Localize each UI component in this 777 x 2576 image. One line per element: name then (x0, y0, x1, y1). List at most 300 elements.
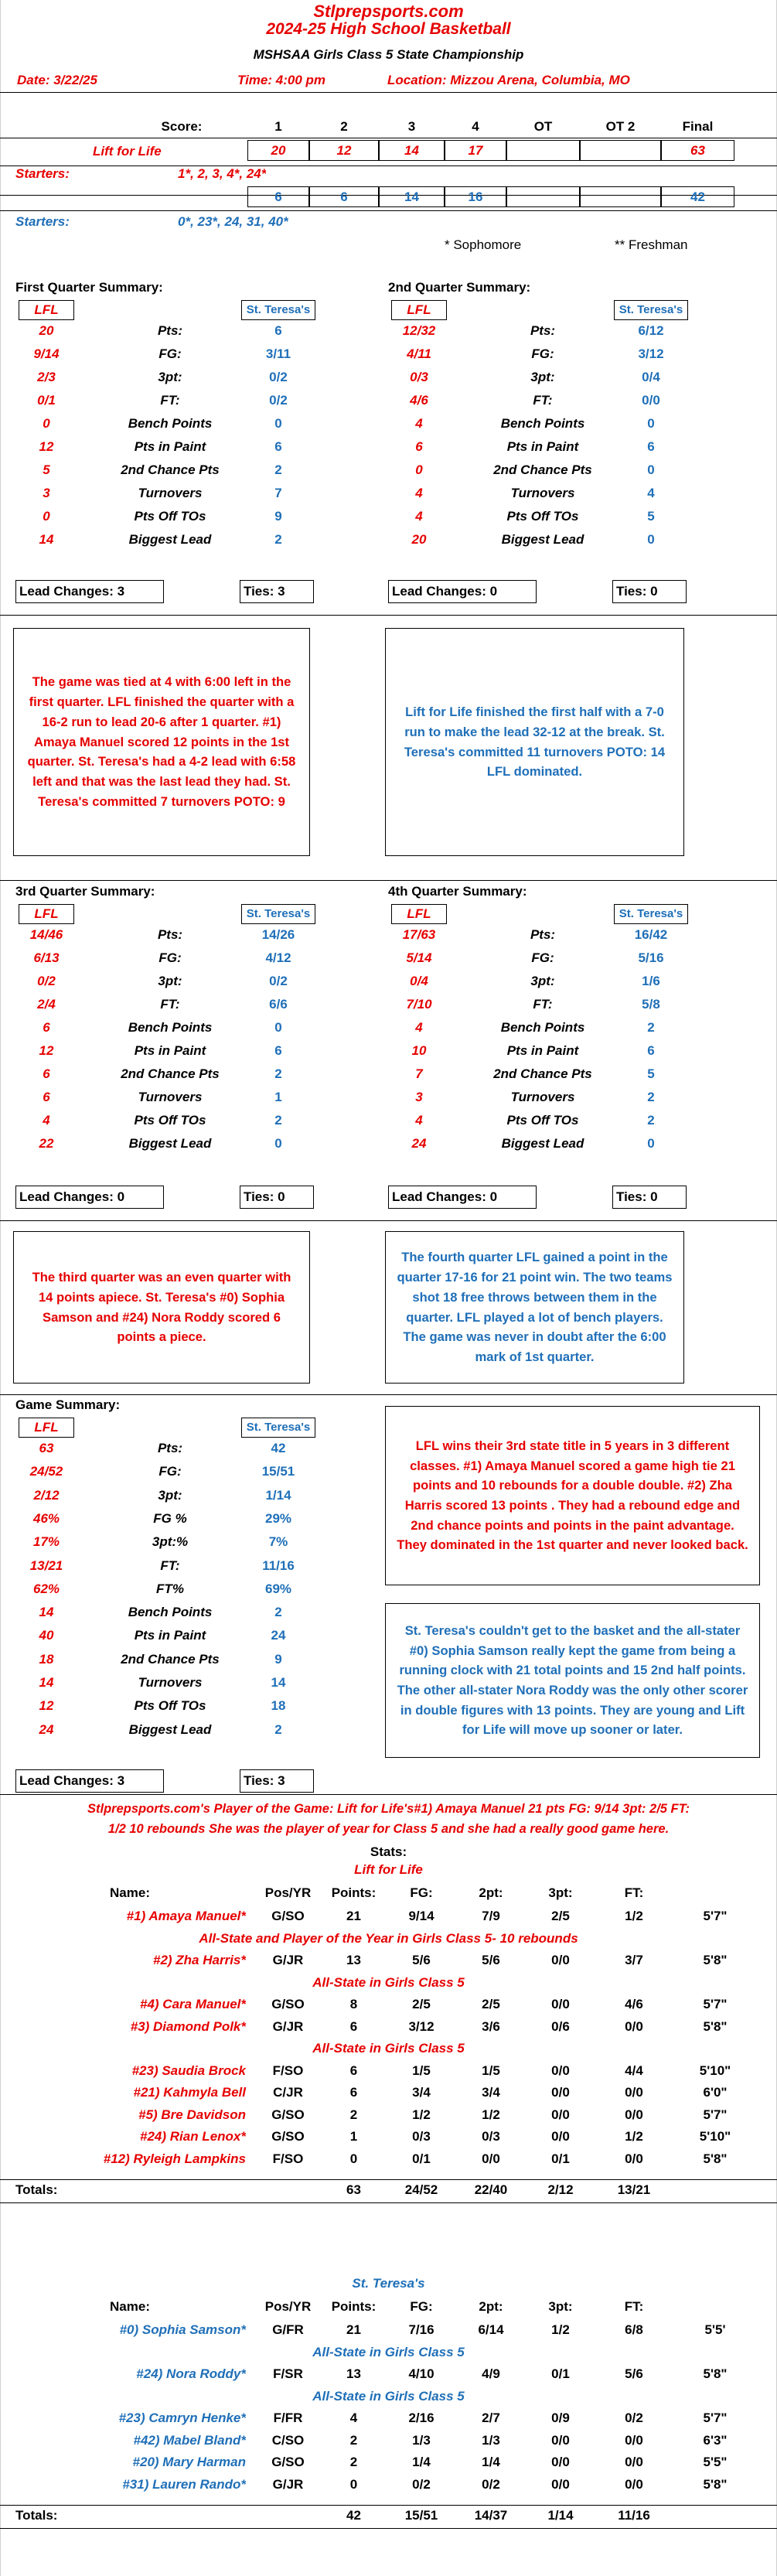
stat-label: Biggest Lead (128, 1136, 212, 1151)
st-stat-value: 0/2 (269, 393, 288, 408)
st-stat-value: 1 (274, 1090, 282, 1104)
lfl-stat-value: 4 (415, 416, 423, 431)
team-title: St. Teresa's (352, 2276, 425, 2291)
player-stat: 1/2 (625, 1909, 643, 1923)
lfl-abbr: LFL (391, 904, 447, 924)
score-header: 3 (407, 119, 416, 134)
lfl-stat-value: 12 (39, 1043, 54, 1058)
player-stat: #24) Rian Lenox* (140, 2129, 246, 2144)
st-stat-value: 11/16 (262, 1558, 295, 1573)
player-stat: 5'5" (703, 2455, 728, 2469)
totals-cell: 11/16 (618, 2508, 650, 2523)
stat-label: Pts: (157, 323, 183, 338)
divider (0, 2505, 777, 2506)
player-stat: C/JR (273, 2085, 303, 2100)
lfl-quarter-score: 63 (661, 140, 734, 161)
player-stat: 0/9 (551, 2411, 570, 2425)
divider (0, 2179, 777, 2180)
lfl-quarter-score (506, 140, 580, 161)
player-stat: 0/0 (551, 2085, 570, 2100)
st-quarter-score: 6 (247, 186, 309, 207)
q1-recap: The game was tied at 4 with 6:00 left in the first quarter. LFL finished the quarter with a 16-2 run to lead 20-6 after 1 quarter. #1) Amaya Manuel scored 12 points in the 1st quarter. St. Teresa's had a 4-2 lead with 6:58 left and that was the last lead they had. St. Teresa's committed 7 turnovers POTO: 9 (13, 628, 310, 856)
stat-label: 3pt: (158, 370, 182, 384)
stat-label: FG: (158, 346, 182, 361)
st-stat-value: 0 (647, 462, 655, 477)
stat-label: Pts in Paint (134, 439, 206, 454)
player-stat: 0/0 (551, 2107, 570, 2122)
player-stat: 1/2 (625, 2129, 643, 2144)
column-header: FG: (410, 1885, 433, 1900)
player-stat: 2/7 (482, 2411, 500, 2425)
divider (0, 2528, 777, 2529)
player-stat: 4/6 (625, 1997, 643, 2011)
st-stat-value: 24 (271, 1628, 286, 1643)
lfl-stat-value: 12/32 (402, 323, 436, 338)
st-stat-value: 0 (647, 532, 655, 547)
lfl-stat-value: 4 (415, 1020, 423, 1035)
column-header: FG: (410, 2299, 433, 2314)
player-stat: G/SO (271, 1909, 305, 1923)
player-stat: G/JR (272, 2018, 304, 2034)
lfl-team-name: Lift for Life (93, 144, 162, 159)
player-stat: 0/0 (551, 1997, 570, 2011)
stat-label: 2nd Chance Pts (121, 1651, 220, 1667)
lfl-stat-value: 12 (39, 439, 54, 454)
player-stat: 0/0 (551, 1953, 570, 1967)
q4-recap: The fourth quarter LFL gained a point in the quarter 17-16 for 21 point win. The two teams shot 18 free throws between them in the quarter. LFL played a lot of bench players. The game was never in doubt after the 6:00 mark of 1st quarter. (385, 1231, 684, 1384)
stat-label: Pts in Paint (134, 1043, 206, 1058)
player-stat: #31) Lauren Rando* (122, 2476, 246, 2492)
st-stat-value: 6 (274, 1043, 282, 1058)
st-game-recap: St. Teresa's couldn't get to the basket and the all-stater #0) Sophia Samson really kept the game from being a running clock with 21 total points and 15 2nd half points. The other all-stater Nora Roddy was the only other scorer in double figures with 13 points. They are young and Lift for Life will move up sooner or later. (385, 1603, 760, 1758)
st-stat-value: 2 (647, 1113, 655, 1128)
stat-label: Pts: (530, 927, 556, 942)
lfl-stat-value: 14 (39, 1675, 54, 1690)
st-stat-value: 16/42 (634, 927, 668, 942)
sophomore-note: * Sophomore (445, 237, 522, 252)
lfl-stat-value: 2/4 (37, 997, 56, 1012)
lead-changes: Lead Changes: 0 (388, 580, 537, 603)
lfl-stat-value: 24 (411, 1136, 427, 1151)
stat-label: Biggest Lead (501, 532, 584, 547)
lfl-abbr: LFL (19, 1418, 74, 1438)
st-starters: 0*, 23*, 24, 31, 40* (178, 214, 288, 229)
lfl-stat-value: 0/3 (410, 370, 428, 384)
player-stat: 1/5 (412, 2063, 431, 2078)
stat-label: FT: (160, 393, 180, 408)
stat-label: Turnovers (138, 486, 203, 500)
player-stat: 0/0 (625, 2107, 643, 2122)
stat-label: Pts: (530, 323, 556, 338)
ties: Ties: 0 (612, 580, 687, 603)
stat-label: 2nd Chance Pts (493, 1066, 592, 1081)
st-stat-value: 3/12 (638, 346, 664, 361)
stat-label: FT: (533, 393, 553, 408)
st-stat-value: 5 (647, 1066, 655, 1081)
player-stat: 0/2 (412, 2476, 431, 2492)
player-stat: 5'10" (699, 2063, 731, 2078)
stat-label: 3pt: (530, 370, 555, 384)
lfl-quarter-score: 20 (247, 140, 309, 161)
st-abbr: St. Teresa's (614, 300, 688, 320)
stat-label: 2nd Chance Pts (493, 462, 592, 477)
lfl-stat-value: 12 (39, 1698, 54, 1714)
column-header: 2pt: (479, 1885, 503, 1900)
player-stat: 0/0 (551, 2129, 570, 2144)
totals-cell: 1/14 (547, 2508, 574, 2523)
player-stat: 0/0 (551, 2455, 570, 2469)
player-stat: F/SO (272, 2151, 304, 2166)
game-location: Location: Mizzou Arena, Columbia, MO (387, 73, 630, 87)
stat-label: Bench Points (500, 1020, 585, 1035)
st-stat-value: 6 (647, 439, 655, 454)
player-stat: 1/2 (482, 2107, 500, 2122)
score-header: 4 (472, 119, 479, 134)
st-stat-value: 14 (271, 1675, 286, 1690)
lfl-stat-value: 0/4 (410, 974, 428, 988)
stat-label: 2nd Chance Pts (121, 1066, 220, 1081)
lfl-stat-value: 14 (39, 1605, 54, 1620)
column-header: Pos/YR (264, 1885, 312, 1900)
player-stat: 8 (349, 1997, 358, 2011)
player-stat: 5'8" (703, 2476, 728, 2492)
st-quarter-score: 6 (309, 186, 379, 207)
lfl-stat-value: 6 (43, 1020, 50, 1035)
lead-changes: Lead Changes: 3 (15, 580, 164, 603)
player-stat: 0/0 (625, 2151, 643, 2166)
lfl-stat-value: 4 (415, 1113, 423, 1128)
lfl-stat-value: 4/11 (407, 346, 431, 361)
divider (0, 615, 777, 616)
player-stat: 5'5' (704, 2322, 726, 2337)
stat-label: Turnovers (510, 486, 575, 500)
stat-label: FT% (156, 1581, 184, 1596)
divider (0, 1220, 777, 1221)
lfl-stat-value: 63 (39, 1441, 54, 1455)
st-stat-value: 2 (274, 532, 282, 547)
player-stat: 6 (349, 2085, 358, 2100)
player-stat: 0/0 (625, 2455, 643, 2469)
player-stat: #0) Sophia Samson* (119, 2322, 246, 2337)
st-stat-value: 9 (274, 1651, 282, 1667)
player-stat: 6/14 (478, 2322, 504, 2337)
player-stat: 0/0 (551, 2476, 570, 2492)
player-stat: 0/0 (625, 2085, 643, 2100)
player-stat: 21 (346, 2322, 361, 2337)
player-stat: 5'7" (703, 1997, 728, 2011)
site-title: Stlprepsports.com (313, 2, 464, 21)
player-stat: 13 (346, 1953, 361, 1967)
lfl-abbr: LFL (391, 300, 447, 320)
st-stat-value: 2 (274, 1113, 282, 1128)
lfl-stat-value: 0 (43, 416, 50, 431)
player-stat: 1/3 (482, 2432, 500, 2448)
lfl-stat-value: 2/12 (33, 1487, 60, 1503)
stat-label: Biggest Lead (128, 1721, 212, 1737)
player-note: All-State in Girls Class 5 (312, 1974, 465, 1990)
player-stat: 6 (349, 2018, 358, 2034)
st-stat-value: 0/2 (269, 370, 288, 384)
stat-label: 3pt:% (152, 1534, 189, 1550)
lfl-stat-value: 14/46 (29, 927, 63, 942)
lfl-stat-value: 6/13 (33, 950, 60, 965)
player-stat: F/SR (273, 2366, 303, 2381)
st-quarter-score: 42 (661, 186, 734, 207)
ties: Ties: 3 (240, 580, 314, 603)
player-stat: #20) Mary Harman (132, 2455, 246, 2469)
player-stat: 3/7 (625, 1953, 643, 1967)
st-stat-value: 0/0 (642, 393, 660, 408)
player-stat: 1 (349, 2129, 358, 2144)
player-note: All-State and Player of the Year in Girls Class 5- 10 rebounds (199, 1930, 578, 1946)
player-stat: #24) Nora Roddy* (136, 2366, 246, 2381)
stat-label: Turnovers (510, 1090, 575, 1104)
player-note: All-State in Girls Class 5 (312, 2388, 465, 2404)
game-date: Date: 3/22/25 (17, 73, 97, 87)
player-stat: 2/5 (482, 1997, 500, 2011)
st-stat-value: 0/2 (269, 974, 288, 988)
player-stat: 1/4 (412, 2455, 431, 2469)
player-stat: 0/0 (482, 2151, 500, 2166)
lfl-stat-value: 17/63 (402, 927, 436, 942)
player-stat: #42) Mabel Bland* (133, 2432, 246, 2448)
column-header: Points: (331, 2299, 377, 2314)
lfl-stat-value: 18 (39, 1651, 54, 1667)
st-starters-label: Starters: (15, 214, 70, 229)
player-of-game-line1: Stlprepsports.com's Player of the Game: Lift for Life's#1) Amaya Manuel 21 pts FG: 9/14 3pt: 2/5 FT: (87, 1802, 690, 1816)
player-stat: 0/3 (412, 2129, 431, 2144)
score-header: Score: (161, 119, 203, 134)
score-header: OT (533, 119, 553, 134)
player-stat: 2 (349, 2455, 358, 2469)
totals-cell: 63 (346, 2182, 361, 2197)
st-stat-value: 0 (647, 416, 655, 431)
st-stat-value: 6/12 (638, 323, 664, 338)
st-stat-value: 0 (647, 1136, 655, 1151)
divider (0, 880, 777, 881)
player-stat: #2) Zha Harris* (153, 1953, 246, 1967)
player-stat: 1/5 (482, 2063, 500, 2078)
player-stat: #21) Kahmyla Bell (133, 2085, 246, 2100)
lfl-stat-value: 4 (415, 486, 423, 500)
player-stat: 0/2 (482, 2476, 500, 2492)
q3-title: 3rd Quarter Summary: (15, 884, 155, 899)
stat-label: FG: (158, 1464, 182, 1479)
q4-title: 4th Quarter Summary: (388, 884, 527, 899)
column-header: FT: (624, 2299, 644, 2314)
st-stat-value: 4/12 (265, 950, 291, 965)
event-title: MSHSAA Girls Class 5 State Championship (253, 47, 524, 62)
st-stat-value: 2 (274, 1605, 282, 1620)
player-stat: 4/4 (625, 2063, 643, 2078)
stat-label: Biggest Lead (501, 1136, 584, 1151)
q2-recap: Lift for Life finished the first half with a 7-0 run to make the lead 32-12 at the break. St. Teresa's committed 11 turnovers POTO: 14 LFL dominated. (385, 628, 684, 856)
stats-title: Stats: (370, 1844, 407, 1859)
player-stat: 4 (349, 2411, 358, 2425)
lfl-stat-value: 0/1 (37, 393, 56, 408)
player-stat: G/SO (271, 1997, 305, 2011)
game-title: Game Summary: (15, 1397, 121, 1412)
st-stat-value: 1/14 (265, 1487, 291, 1503)
stat-label: Bench Points (500, 416, 585, 431)
stat-label: Pts Off TOs (134, 1698, 206, 1714)
score-header: 1 (274, 119, 282, 134)
stat-label: Pts: (157, 1441, 183, 1455)
player-stat: 2/5 (412, 1997, 431, 2011)
stat-label: Turnovers (138, 1675, 203, 1690)
lfl-stat-value: 0/2 (37, 974, 56, 988)
lfl-stat-value: 17% (32, 1534, 60, 1550)
st-stat-value: 6/6 (269, 997, 288, 1012)
player-stat: G/SO (271, 2129, 305, 2144)
st-stat-value: 29% (264, 1510, 292, 1526)
totals-cell: 42 (346, 2508, 361, 2523)
stat-label: FG: (158, 950, 182, 965)
st-stat-value: 0 (274, 1136, 282, 1151)
st-stat-value: 7% (268, 1534, 288, 1550)
player-stat: 0/1 (412, 2151, 431, 2166)
player-stat: 2/5 (551, 1909, 570, 1923)
lfl-stat-value: 46% (32, 1510, 60, 1526)
ties: Ties: 3 (240, 1769, 314, 1793)
player-stat: G/JR (272, 2476, 304, 2492)
player-stat: G/SO (271, 2107, 305, 2122)
lfl-stat-value: 3 (415, 1090, 423, 1104)
lfl-stat-value: 14 (39, 532, 54, 547)
q1-title: First Quarter Summary: (15, 280, 163, 295)
column-header: 2pt: (479, 2299, 503, 2314)
divider (0, 2202, 777, 2203)
st-stat-value: 6 (274, 323, 282, 338)
column-header: 3pt: (548, 2299, 573, 2314)
st-stat-value: 6 (274, 439, 282, 454)
player-note: All-State in Girls Class 5 (312, 2344, 465, 2359)
lfl-stat-value: 62% (32, 1581, 60, 1596)
divider (0, 165, 777, 166)
player-stat: 6'3" (703, 2432, 728, 2448)
player-note: All-State in Girls Class 5 (312, 2041, 465, 2056)
st-stat-value: 0 (274, 416, 282, 431)
player-of-game-line2: 1/2 10 rebounds She was the player of year for Class 5 and she had a really good game here. (107, 1822, 670, 1836)
lead-changes: Lead Changes: 3 (15, 1769, 164, 1793)
lfl-stat-value: 2/3 (37, 370, 56, 384)
totals-cell: 22/40 (474, 2182, 508, 2197)
stat-label: FG: (531, 346, 554, 361)
st-quarter-score (580, 186, 661, 207)
player-stat: 4/10 (408, 2366, 435, 2381)
st-stat-value: 42 (271, 1441, 286, 1455)
totals-cell: 13/21 (617, 2182, 651, 2197)
st-stat-value: 6 (647, 1043, 655, 1058)
player-stat: 0/2 (625, 2411, 643, 2425)
player-stat: 0 (349, 2476, 358, 2492)
player-stat: 0/0 (625, 2018, 643, 2034)
stat-label: Bench Points (128, 1605, 213, 1620)
game-time: Time: 4:00 pm (237, 73, 326, 87)
stat-label: Pts in Paint (506, 439, 579, 454)
player-stat: #23) Saudia Brock (131, 2063, 246, 2078)
lfl-stat-value: 0 (415, 462, 423, 477)
st-stat-value: 2 (274, 462, 282, 477)
player-stat: F/SO (272, 2063, 304, 2078)
stat-label: Turnovers (138, 1090, 203, 1104)
player-stat: 6/8 (625, 2322, 643, 2337)
player-stat: 21 (346, 1909, 361, 1923)
player-stat: 0/1 (551, 2151, 570, 2166)
lfl-stat-value: 6 (43, 1090, 50, 1104)
lfl-abbr: LFL (19, 300, 74, 320)
season-title: 2024-25 High School Basketball (266, 20, 511, 38)
stat-label: Pts in Paint (506, 1043, 579, 1058)
player-stat: 7/9 (482, 1909, 500, 1923)
player-stat: 1/2 (412, 2107, 431, 2122)
lfl-stat-value: 10 (411, 1043, 427, 1058)
stat-label: FT: (533, 997, 553, 1012)
player-stat: G/FR (272, 2322, 304, 2337)
lead-changes: Lead Changes: 0 (388, 1186, 537, 1209)
st-stat-value: 3/11 (265, 346, 291, 361)
lead-changes: Lead Changes: 0 (15, 1186, 164, 1209)
stat-label: Pts Off TOs (506, 1113, 579, 1128)
stat-label: 3pt: (158, 1487, 182, 1503)
player-stat: 0/0 (551, 2063, 570, 2078)
player-stat: 2/16 (408, 2411, 435, 2425)
ties: Ties: 0 (612, 1186, 687, 1209)
score-header: 2 (340, 119, 348, 134)
player-stat: 2 (349, 2432, 358, 2448)
st-abbr: St. Teresa's (241, 1418, 315, 1438)
lfl-quarter-score: 17 (445, 140, 506, 161)
player-stat: 5/6 (625, 2366, 643, 2381)
player-stat: 0/0 (625, 2476, 643, 2492)
ties: Ties: 0 (240, 1186, 314, 1209)
stat-label: Bench Points (128, 416, 213, 431)
player-stat: #4) Cara Manuel* (140, 1997, 246, 2011)
player-stat: F/FR (273, 2411, 303, 2425)
score-header: Final (682, 119, 714, 134)
player-stat: 5'8" (703, 2018, 728, 2034)
player-stat: 13 (346, 2366, 361, 2381)
column-header: 3pt: (548, 1885, 573, 1900)
lfl-game-recap: LFL wins their 3rd state title in 5 years in 3 different classes. #1) Amaya Manuel scored a game high tie 21 points and 10 rebounds for a double double. #2) Zha Harris scored 13 points . They had a rebound edge and 2nd chance points and points in the paint advantage. They dominated in the 1st quarter and never looked back. (385, 1406, 760, 1585)
player-stat: 3/4 (412, 2085, 431, 2100)
st-stat-value: 5 (647, 509, 655, 524)
player-stat: #23) Camryn Henke* (118, 2411, 246, 2425)
player-stat: 6 (349, 2063, 358, 2078)
stat-label: Pts Off TOs (506, 509, 579, 524)
player-stat: 7/16 (408, 2322, 435, 2337)
divider (0, 210, 777, 211)
totals-cell: 14/37 (474, 2508, 508, 2523)
lfl-stat-value: 5/14 (406, 950, 432, 965)
player-stat: #1) Amaya Manuel* (126, 1909, 246, 1923)
player-stat: 3/6 (482, 2018, 500, 2034)
team-title: Lift for Life (354, 1862, 423, 1877)
player-stat: 5'7" (703, 1909, 728, 1923)
stat-label: FT: (160, 997, 180, 1012)
player-stat: 5'10" (699, 2129, 731, 2144)
player-stat: #3) Diamond Polk* (130, 2018, 246, 2034)
player-stat: 9/14 (408, 1909, 435, 1923)
player-stat: 0 (349, 2151, 358, 2166)
player-stat: 1/3 (412, 2432, 431, 2448)
stat-label: Pts: (157, 927, 183, 942)
player-stat: 5'8" (703, 1953, 728, 1967)
totals-cell: 24/52 (404, 2182, 438, 2197)
st-stat-value: 18 (271, 1698, 286, 1714)
column-header: FT: (624, 1885, 644, 1900)
player-stat: 0/0 (551, 2432, 570, 2448)
